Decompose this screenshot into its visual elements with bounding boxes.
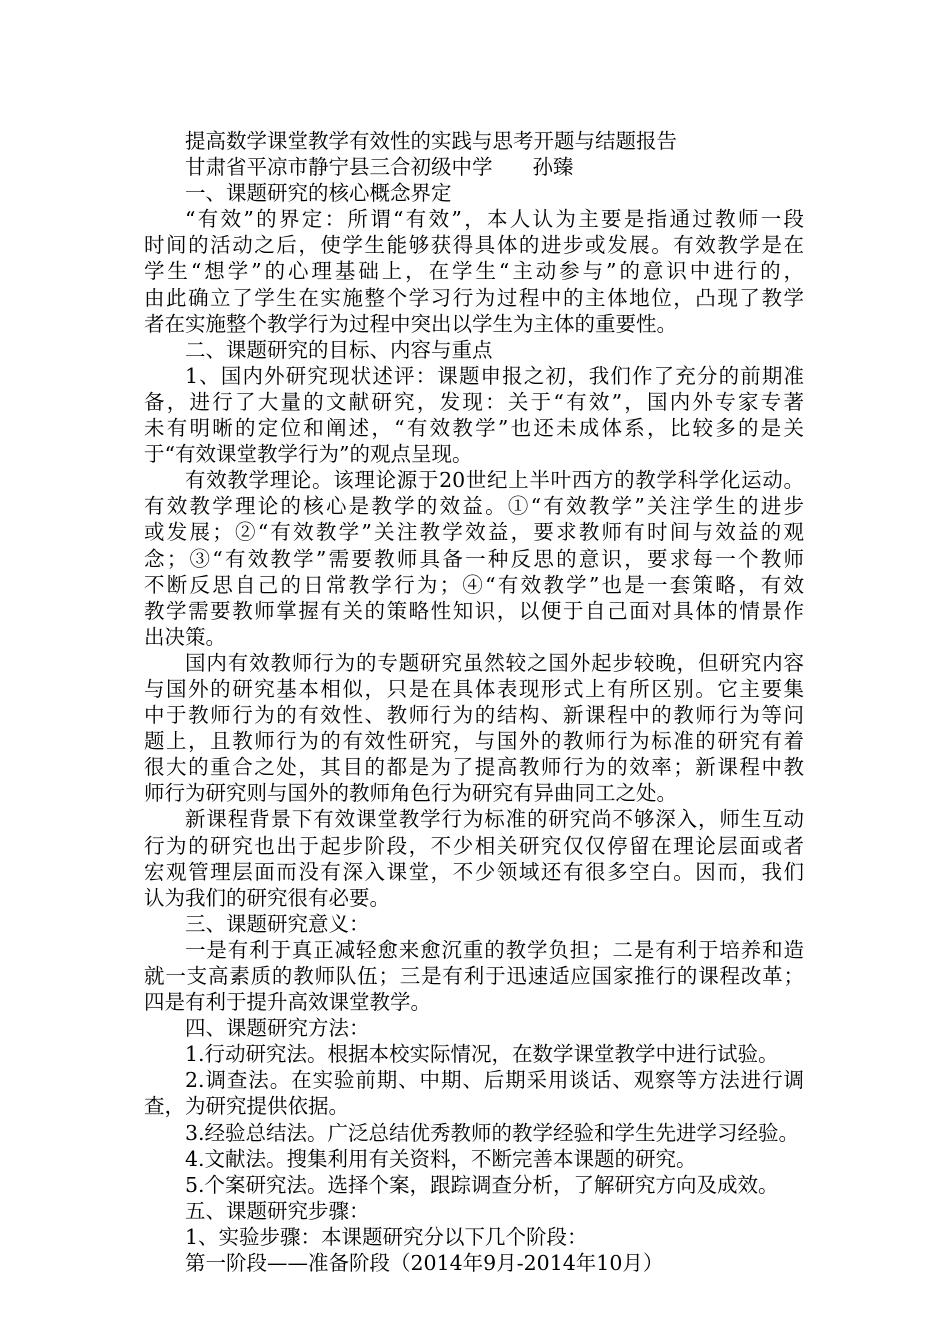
author-line	[144, 154, 804, 180]
paragraph-line: “有效”的界定：所谓“有效”，本人认为主要是指通过教师一段	[185, 207, 804, 232]
section-heading: 三、课题研究意义：	[185, 911, 370, 936]
paragraph-line: 有效教学理论的核心是教学的效益。①“有效教学”关注学生的进步	[144, 494, 804, 519]
method-item: 5.个案研究法。选择个案，跟踪调查分析，了解研究方向及成效。	[185, 1172, 779, 1197]
paragraph-line: 或发展；②“有效教学”关注教学效益，要求教师有时间与效益的观	[144, 520, 804, 545]
paragraph-line: 学生“想学”的心理基础上，在学生“主动参与”的意识中进行的，	[144, 259, 804, 284]
paragraph-line: 题上，且教师行为的有效性研究，与国外的教师行为标准的研究有着	[144, 729, 804, 754]
paragraph-line: 与国外的研究基本相似，只是在具体表现形式上有所区别。它主要集	[144, 676, 804, 701]
paragraph-line: 四是有利于提升高效课堂教学。	[144, 990, 431, 1015]
method-item: 1.行动研究法。根据本校实际情况，在数学课堂教学中进行试验。	[185, 1042, 779, 1067]
paragraph-line: 国内有效教师行为的专题研究虽然较之国外起步较晚，但研究内容	[185, 650, 804, 675]
document-page	[144, 128, 804, 1276]
method-item: 3.经验总结法。广泛总结优秀教师的教学经验和学生先进学习经验。	[185, 1120, 800, 1145]
author-name: 孙臻	[532, 155, 574, 180]
document-title: 提高数学课堂教学有效性的实践与思考开题与结题报告	[185, 129, 677, 153]
section-heading: 五、课题研究步骤：	[185, 1198, 370, 1223]
section-heading: 一、课题研究的核心概念界定	[185, 181, 452, 206]
paragraph-line: 念；③“有效教学”需要教师具备一种反思的意识，要求每一个教师	[144, 546, 804, 571]
paragraph-line: 备，进行了大量的文献研究，发现：关于“有效”，国内外专家专著	[144, 389, 804, 414]
paragraph-line: 认为我们的研究很有必要。	[144, 885, 390, 910]
paragraph-line: 1、实验步骤：本课题研究分以下几个阶段：	[185, 1224, 588, 1249]
paragraph-line: 由此确立了学生在实施整个学习行为过程中的主体地位，凸现了教学	[144, 285, 804, 310]
paragraph-line: 有效教学理论。该理论源于20世纪上半叶西方的教学科学化运动。	[185, 468, 804, 493]
paragraph-line: 行为的研究也出于起步阶段，不少相关研究仅仅停留在理论层面或者	[144, 833, 804, 858]
paragraph-line: 1、国内外研究现状述评：课题申报之初，我们作了充分的前期准	[185, 363, 804, 388]
paragraph-line: 未有明晰的定位和阐述，“有效教学”也还未成体系，比较多的是关	[144, 416, 804, 441]
paragraph-line: 者在实施整个教学行为过程中突出以学生为主体的重要性。	[144, 311, 677, 336]
paragraph-line: 不断反思自己的日常教学行为；④“有效教学”也是一套策略，有效	[144, 572, 804, 597]
paragraph-line: 出决策。	[144, 624, 226, 649]
section-heading: 二、课题研究的目标、内容与重点	[185, 337, 493, 362]
section-heading: 四、课题研究方法：	[185, 1016, 370, 1041]
method-item: 4.文献法。搜集利用有关资料，不断完善本课题的研究。	[185, 1146, 697, 1171]
paragraph-line: 时间的活动之后，使学生能够获得具体的进步或发展。有效教学是在	[144, 233, 804, 258]
paragraph-line: 查，为研究提供依据。	[144, 1094, 349, 1119]
paragraph-line: 教学需要教师掌握有关的策略性知识，以便于自己面对具体的情景作	[144, 598, 804, 623]
paragraph-line: 很大的重合之处，其目的都是为了提高教师行为的效率；新课程中教	[144, 755, 804, 780]
paragraph-line: 于“有效课堂教学行为”的观点呈现。	[144, 442, 473, 467]
paragraph-line: 第一阶段——准备阶段（2014年9月-2014年10月）	[185, 1251, 664, 1276]
paragraph-line: 一是有利于真正减轻愈来愈沉重的教学负担；二是有利于培养和造	[185, 937, 804, 962]
paragraph-line: 中于教师行为的有效性、教师行为的结构、新课程中的教师行为等问	[144, 703, 804, 728]
paragraph-line: 就一支高素质的教师队伍；三是有利于迅速适应国家推行的课程改革；	[144, 964, 804, 988]
paragraph-line: 师行为研究则与国外的教师角色行为研究有异曲同工之处。	[144, 781, 677, 806]
paragraph-line: 新课程背景下有效课堂教学行为标准的研究尚不够深入，师生互动	[185, 807, 804, 832]
school-name: 甘肃省平凉市静宁县三合初级中学	[185, 155, 493, 180]
method-item: 2.调查法。在实验前期、中期、后期采用谈话、观察等方法进行调	[185, 1068, 804, 1093]
paragraph-line: 宏观管理层面而没有深入课堂，不少领域还有很多空白。因而，我们	[144, 859, 804, 884]
